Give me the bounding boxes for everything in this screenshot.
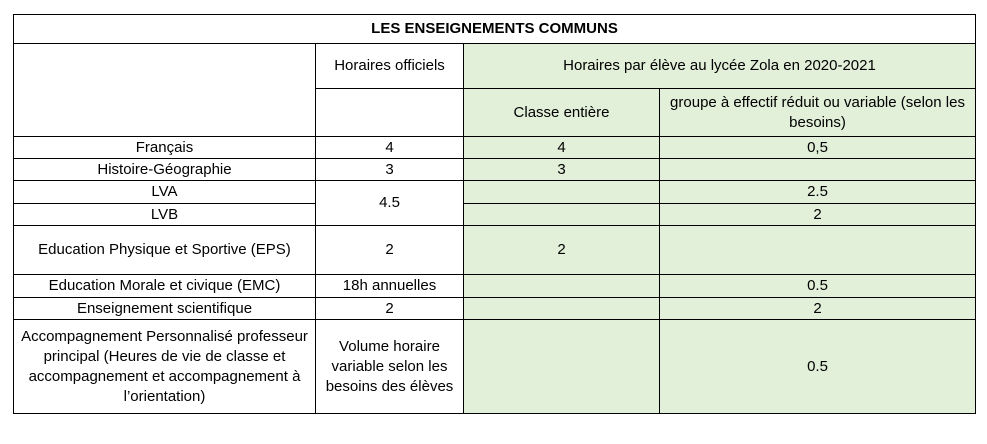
table-row <box>14 204 976 226</box>
common-teaching-table <box>13 14 976 414</box>
whole-class-cell: 2 <box>464 226 660 275</box>
whole-class-cell <box>464 298 660 320</box>
small-group-cell <box>660 226 976 275</box>
subject-cell: Education Physique et Sportive (EPS) <box>14 226 316 275</box>
small-group-cell: 0.5 <box>660 320 976 414</box>
subject-cell: Education Morale et civique (EMC) <box>14 275 316 298</box>
official-hours-cell: Volume horaire variable selon les besoins des élèves <box>316 320 464 414</box>
whole-class-cell <box>464 275 660 298</box>
table-row <box>14 181 976 204</box>
subject-cell: Accompagnement Personnalisé professeur principal (Heures de vie de classe et accompagnement et accompagnement à l’orientation) <box>14 320 316 414</box>
small-group-cell: 0.5 <box>660 275 976 298</box>
table-row <box>14 137 976 159</box>
whole-class-cell <box>464 204 660 226</box>
table-title: LES ENSEIGNEMENTS COMMUNS <box>14 15 976 44</box>
header-empty-cell <box>14 44 316 137</box>
table-row <box>14 226 976 275</box>
whole-class-cell <box>464 320 660 414</box>
table-row <box>14 298 976 320</box>
subject-cell: Histoire-Géographie <box>14 159 316 181</box>
subject-cell: LVA <box>14 181 316 204</box>
table-row <box>14 275 976 298</box>
official-hours-cell: 2 <box>316 298 464 320</box>
subject-cell: Enseignement scientifique <box>14 298 316 320</box>
official-hours-cell: 4.5 <box>316 181 464 226</box>
whole-class-cell: 4 <box>464 137 660 159</box>
header-small-group: groupe à effectif réduit ou variable (selon les besoins) <box>660 89 976 137</box>
title-row <box>14 15 976 44</box>
table-row <box>14 159 976 181</box>
small-group-cell: 2.5 <box>660 181 976 204</box>
header-whole-class: Classe entière <box>464 89 660 137</box>
subject-cell: Français <box>14 137 316 159</box>
header-official-empty <box>316 89 464 137</box>
header-official-hours: Horaires officiels <box>316 44 464 89</box>
subject-cell: LVB <box>14 204 316 226</box>
table-row <box>14 320 976 414</box>
header-zola-hours: Horaires par élève au lycée Zola en 2020-2021 <box>464 44 976 89</box>
official-hours-cell: 3 <box>316 159 464 181</box>
small-group-cell: 0,5 <box>660 137 976 159</box>
official-hours-cell: 4 <box>316 137 464 159</box>
official-hours-cell: 2 <box>316 226 464 275</box>
whole-class-cell: 3 <box>464 159 660 181</box>
small-group-cell <box>660 159 976 181</box>
official-hours-cell: 18h annuelles <box>316 275 464 298</box>
small-group-cell: 2 <box>660 298 976 320</box>
small-group-cell: 2 <box>660 204 976 226</box>
whole-class-cell <box>464 181 660 204</box>
header-row-1 <box>14 44 976 89</box>
